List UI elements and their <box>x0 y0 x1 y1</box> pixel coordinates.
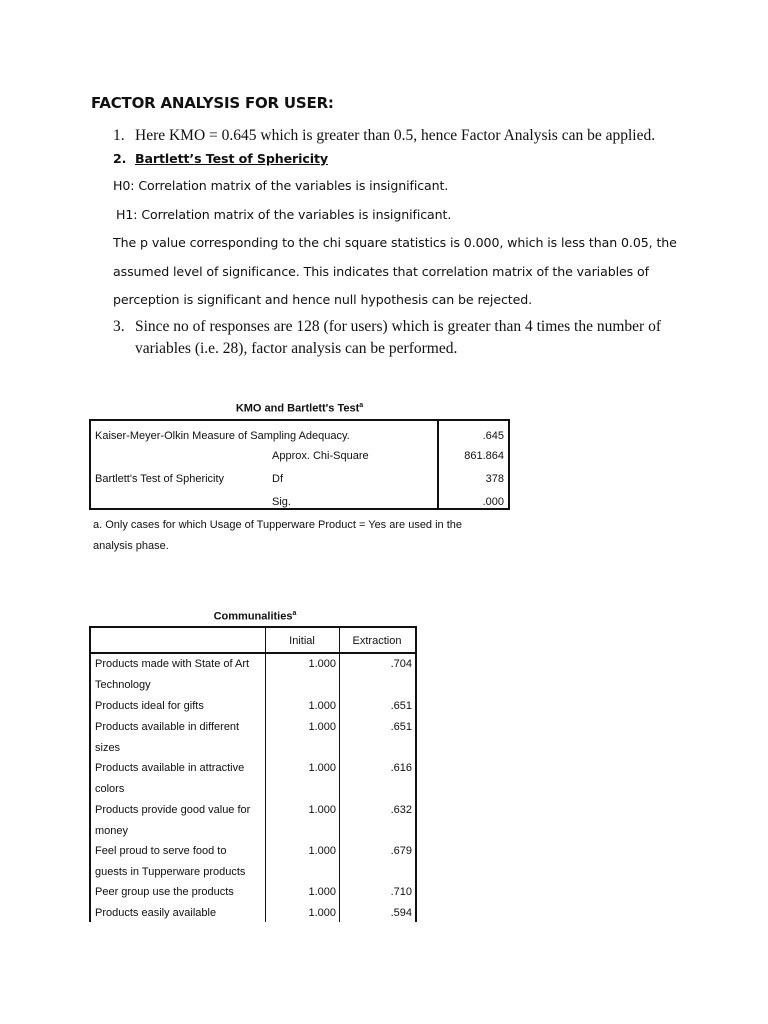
point-3-line-2: variables (i.e. 28), factor analysis can be performed. <box>135 340 458 357</box>
p-value-line-3: perception is significant and hence null hypothesis can be rejected. <box>113 292 533 307</box>
point-3 <box>113 318 661 336</box>
row-initial: 1.000 <box>308 762 336 774</box>
p-value-line-2: assumed level of significance. This indicates that correlation matrix of the variables of <box>113 264 649 279</box>
col-header-initial: Initial <box>289 635 315 647</box>
kmo-footnote-line-2: analysis phase. <box>93 540 169 552</box>
communalities-title-text: Communalities <box>213 610 293 623</box>
col-header-extraction: Extraction <box>352 635 402 647</box>
kmo-table-title-text: KMO and Bartlett's Test <box>235 402 360 415</box>
point-3-line-1: Since no of responses are 128 (for users) which is greater than 4 times the number of <box>135 318 661 335</box>
row-initial: 1.000 <box>308 658 336 670</box>
row-extraction: .704 <box>390 658 412 670</box>
row-extraction: .679 <box>390 845 412 857</box>
chi-square-label: Approx. Chi-Square <box>272 450 369 462</box>
row-initial: 1.000 <box>308 700 336 712</box>
hypothesis-h1: H1: Correlation matrix of the variables is insignificant. <box>116 207 452 222</box>
kmo-table <box>89 419 510 510</box>
page-heading: FACTOR ANALYSIS FOR USER: <box>91 94 334 112</box>
kmo-table-title-sup: a <box>359 402 364 409</box>
row-initial: 1.000 <box>308 804 336 816</box>
point-1 <box>113 127 655 145</box>
row-extraction: .594 <box>390 907 412 919</box>
communalities-title <box>170 610 340 623</box>
communalities-title-sup: a <box>292 610 297 617</box>
row-label: Products made with State of Art Technology <box>95 658 250 691</box>
p-value-line-1: The p value corresponding to the chi square statistics is 0.000, which is less than 0.05, the <box>113 235 677 250</box>
point-3-number: 3. <box>113 318 125 335</box>
row-initial: 1.000 <box>308 907 336 919</box>
row-label: Products ideal for gifts <box>95 700 204 712</box>
row-extraction: .616 <box>390 762 412 774</box>
row-label: Products available in attractive colors <box>95 762 245 795</box>
row-extraction: .651 <box>390 700 412 712</box>
point-1-number: 1. <box>113 127 125 144</box>
chi-square-value: 861.864 <box>464 450 504 462</box>
hypothesis-h0: H0: Correlation matrix of the variables is insignificant. <box>113 178 449 193</box>
point-2 <box>113 151 328 166</box>
row-extraction: .710 <box>390 886 412 898</box>
sig-value: .000 <box>482 496 504 508</box>
row-initial: 1.000 <box>308 845 336 857</box>
bartlett-label: Bartlett's Test of Sphericity <box>95 473 225 485</box>
df-label: Df <box>272 473 283 485</box>
row-extraction: .632 <box>390 804 412 816</box>
row-initial: 1.000 <box>308 721 336 733</box>
row-label: Feel proud to serve food to guests in Tupperware products <box>95 845 246 878</box>
kmo-table-divider <box>437 421 439 508</box>
row-label: Products provide good value for money <box>95 804 251 837</box>
df-value: 378 <box>485 473 504 485</box>
communalities-table <box>89 626 417 922</box>
row-label: Peer group use the products <box>95 886 234 898</box>
row-initial: 1.000 <box>308 886 336 898</box>
kmo-label: Kaiser-Meyer-Olkin Measure of Sampling Adequacy. <box>95 430 350 442</box>
row-extraction: .651 <box>390 721 412 733</box>
point-1-text: Here KMO = 0.645 which is greater than 0.5, hence Factor Analysis can be applied. <box>135 127 656 144</box>
kmo-footnote-line-1: a. Only cases for which Usage of Tupperware Product = Yes are used in the <box>93 519 463 531</box>
point-2-number: 2. <box>113 151 127 166</box>
row-label: Products easily available <box>95 907 217 919</box>
row-label: Products available in different sizes <box>95 721 240 754</box>
kmo-value: .645 <box>482 430 504 442</box>
point-2-text: Bartlett’s Test of Sphericity <box>135 151 328 166</box>
kmo-table-title <box>89 402 510 415</box>
sig-label: Sig. <box>272 496 291 508</box>
